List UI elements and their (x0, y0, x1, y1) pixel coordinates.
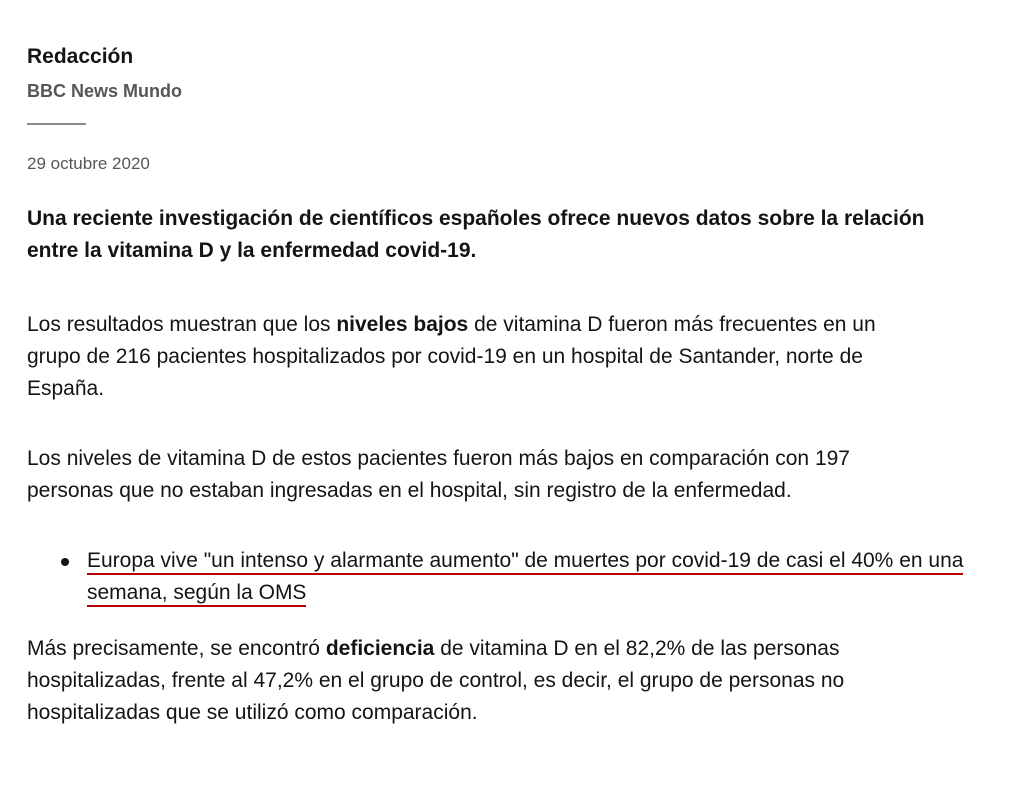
byline (27, 43, 997, 125)
article-lead: Una reciente investigación de científicos españoles ofrece nuevos datos sobre la relación entre la vitamina D y la enfermedad covid-19. (27, 207, 925, 262)
related-links-list (27, 545, 997, 609)
byline-divider (27, 123, 86, 125)
paragraph-1-text-a: Los resultados muestran que los (27, 313, 337, 336)
publish-date: 29 octubre 2020 (27, 154, 150, 173)
article-body (27, 0, 997, 729)
paragraph-3-emphasis: deficiencia (325, 637, 435, 660)
list-item (27, 545, 997, 609)
bullet-icon (61, 558, 69, 566)
paragraph-1-text-b: de vitamina D fueron más frecuentes en un grupo de 216 pacientes hospitalizados por covid-19 en un hospital de Santander, norte de España. (27, 313, 876, 400)
paragraph-3-text-a: Más precisamente, se encontró (27, 637, 326, 660)
paragraph-2: Los niveles de vitamina D de estos pacientes fueron más bajos en comparación con 197 personas que no estaban ingresadas en el hospital, sin registro de la enfermedad. (27, 447, 850, 502)
paragraph-3 (27, 633, 927, 729)
paragraph-3-text-b: de vitamina D en el 82,2% de las personas hospitalizadas, frente al 47,2% en el grupo de control, es decir, el grupo de personas no hospitalizadas que se utilizó como comparación. (27, 637, 845, 724)
author-name: Redacción (27, 45, 134, 68)
author-organization: BBC News Mundo (27, 81, 182, 101)
paragraph-1-emphasis: niveles bajos (336, 313, 469, 336)
related-article-link[interactable]: Europa vive "un intenso y alarmante aumento" de muertes por covid-19 de casi el 40% en una semana, según la OMS (87, 549, 963, 607)
paragraph-1 (27, 309, 927, 405)
